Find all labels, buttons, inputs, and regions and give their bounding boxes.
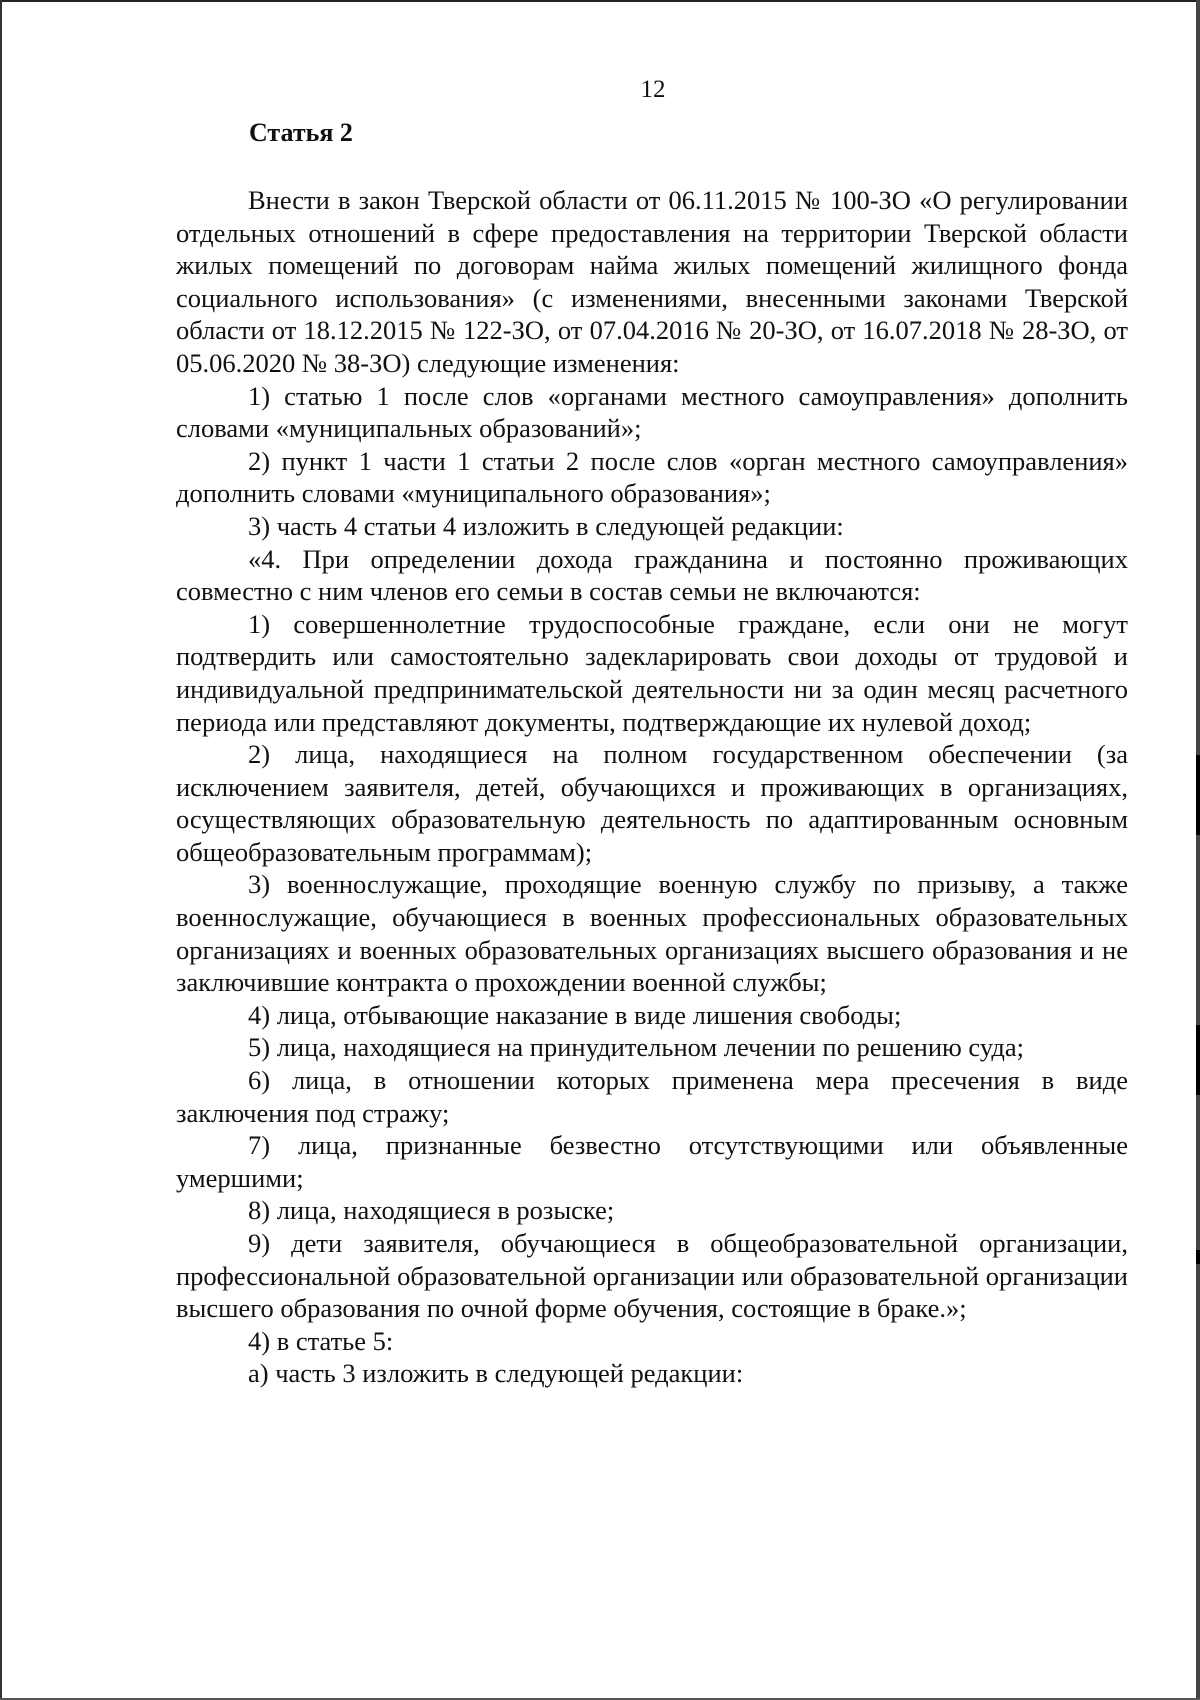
scan-edge-mark: [1196, 1025, 1200, 1095]
paragraph: а) часть 3 изложить в следующей редакции:: [248, 1358, 744, 1389]
paragraph: 4) в статье 5:: [248, 1325, 394, 1356]
scan-edge-left: [0, 0, 2, 1700]
scan-edge-mark: [1196, 1250, 1200, 1264]
paragraph: 8) лица, находящиеся в розыске;: [248, 1195, 615, 1226]
document-body: [176, 184, 1128, 1390]
paragraph: 4) лица, отбывающие наказание в виде лишения свободы;: [248, 999, 902, 1030]
paragraph: 9) дети заявителя, обучающиеся в общеобразовательной организации, профессиональной образовательной организации или образовательной организации высшего образования по очной форме обучения, состоящие в браке.»;: [176, 1228, 1128, 1324]
scan-edge-top: [0, 0, 1200, 2]
paragraph: 2) лица, находящиеся на полном государственном обеспечении (за исключением заявителя, детей, обучающихся и проживающих в организациях, осуществляющих образовательную деятельность по адаптированным основным общеобразовательным программам);: [176, 739, 1128, 867]
paragraph: 3) часть 4 статьи 4 изложить в следующей редакции:: [248, 510, 844, 541]
scan-edge-right: [1196, 0, 1200, 1700]
paragraph: 3) военнослужащие, проходящие военную службу по призыву, а также военнослужащие, обучающиеся в военных профессиональных образовательных организациях и военных образовательных организациях высшего образования и не заключившие контракта о прохождении военной службы;: [176, 869, 1128, 998]
paragraph: 7) лица, признанные безвестно отсутствующими или объявленные умершими;: [176, 1130, 1128, 1193]
page-number: 12: [640, 76, 666, 103]
paragraph: 2) пункт 1 части 1 статьи 2 после слов «орган местного самоуправления» дополнить словами «муниципального образования»;: [176, 445, 1128, 509]
scan-edge-mark: [1196, 755, 1200, 835]
paragraph: 6) лица, в отношении которых применена мера пресечения в виде заключения под стражу;: [176, 1065, 1128, 1128]
paragraph: «4. При определении дохода гражданина и постоянно проживающих совместно с ним членов его семьи в состав семьи не включаются:: [176, 543, 1128, 607]
paragraph: 1) совершеннолетние трудоспособные граждане, если они не могут подтвердить или самостоятельно задекларировать свои доходы от трудовой и индивидуальной предпринимательской деятельности ни за один месяц расчетного периода или представляют документы, подтверждающие их нулевой доход;: [176, 608, 1128, 737]
paragraph: 5) лица, находящиеся на принудительном лечении по решению суда;: [248, 1032, 1025, 1063]
article-heading: Статья 2: [249, 118, 353, 147]
paragraph: Внести в закон Тверской области от 06.11.2015 № 100-ЗО «О регулировании отдельных отношений в сфере предоставления на территории Тверской области жилых помещений по договорам найма жилых помещений жилищного фонда социального использования» (с изменениями, внесенными законами Тверской области от 18.12.2015 № 122-ЗО, от 07.04.2016 № 20-ЗО, от 16.07.2018 № 28-ЗО, от 05.06.2020 № 38-ЗО) следующие изменения:: [176, 185, 1128, 378]
paragraph: 1) статью 1 после слов «органами местного самоуправления» дополнить словами «муниципальных образований»;: [176, 380, 1128, 444]
